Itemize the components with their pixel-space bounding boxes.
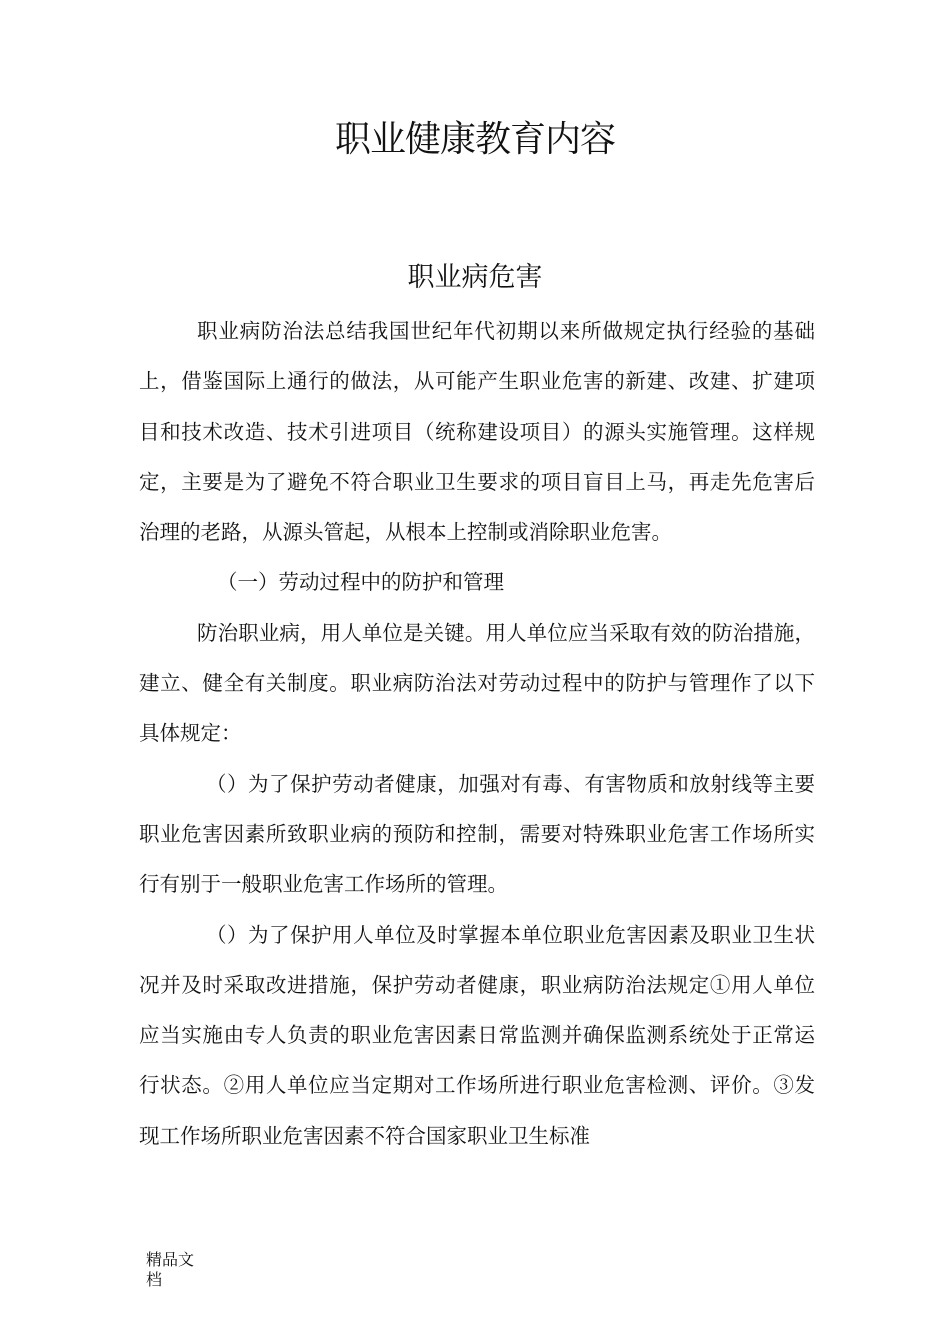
section-title: 职业病危害 (407, 262, 543, 293)
document-title: 职业健康教育内容 (334, 119, 615, 160)
paragraph-intro: 职业病防治法总结我国世纪年代初期以来所做规定执行经验的基础上，借鉴国际上通行的做法，从可能产生职业危害的新建、改建、扩建项目和技术改造、技术引进项目（统称建设项目）的源头实施管理。这样规定，主要是为了避免不符合职业卫生要求的项目盲目上马，再走先危害后治理的老路，从源头管起，从根本上控制或消除职业危害。 (139, 319, 815, 545)
footer-watermark: 精品文档 (146, 1250, 195, 1289)
document-body (139, 306, 815, 1161)
paragraph-prevention: 防治职业病，用人单位是关键。用人单位应当采取有效的防治措施，建立、健全有关制度。职业病防治法对劳动过程中的防护与管理作了以下具体规定： (139, 620, 815, 746)
subsection-heading: （一）劳动过程中的防护和管理 (217, 570, 504, 595)
paragraph-item-2: （）为了保护用人单位及时掌握本单位职业危害因素及职业卫生状况并及时采取改进措施，保护劳动者健康，职业病防治法规定①用人单位应当实施由专人负责的职业危害因素日常监测并确保监测系统处于正常运行状态。②用人单位应当定期对工作场所进行职业危害检测、评价。③发现工作场所职业危害因素不符合国家职业卫生标准 (139, 922, 815, 1148)
paragraph-item-1: （）为了保护劳动者健康，加强对有毒、有害物质和放射线等主要职业危害因素所致职业病的预防和控制，需要对特殊职业危害工作场所实行有别于一般职业危害工作场所的管理。 (139, 771, 815, 897)
